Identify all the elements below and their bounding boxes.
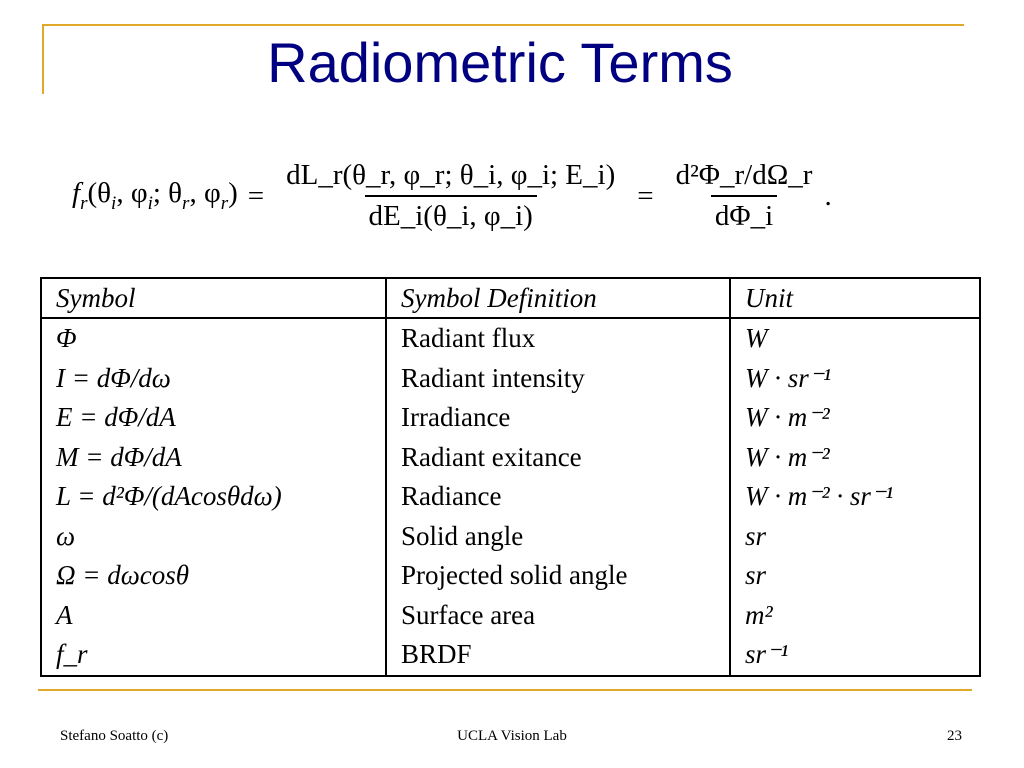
top-accent-line [42, 24, 964, 26]
fraction-1-numerator: dL_r(θ_r, φ_r; θ_i, φ_i; E_i) [286, 159, 616, 191]
equals-sign-2: = [637, 179, 654, 212]
unit-cell: sr⁻¹ [745, 639, 789, 669]
unit-cell: m² [745, 599, 773, 630]
footer-divider [38, 689, 972, 691]
brdf-formula [72, 147, 930, 245]
footer-lab: UCLA Vision Lab [457, 728, 567, 744]
definition-cell: Radiant flux [386, 318, 730, 359]
header-symbol-definition: Symbol Definition [386, 278, 730, 318]
definition-cell: BRDF [386, 635, 730, 676]
symbol-cell: M = dΦ/dA [41, 438, 386, 478]
unit-cell: sr [745, 520, 767, 551]
fraction-2-denominator: dΦ_i [711, 195, 777, 233]
slide-title: Radiometric Terms [267, 31, 733, 94]
table-row [41, 596, 980, 636]
unit-cell: W · m⁻² [745, 402, 830, 432]
definition-cell: Radiant intensity [386, 359, 730, 399]
symbol-cell: ω [41, 517, 386, 557]
table-row [41, 359, 980, 399]
symbol-cell: E = dΦ/dA [41, 398, 386, 438]
fraction-2-numerator: d²Φ_r/dΩ_r [675, 159, 813, 191]
symbol-cell: L = d²Φ/(dAcosθdω) [41, 477, 386, 517]
table-header-row [41, 278, 980, 318]
definition-cell: Projected solid angle [386, 556, 730, 596]
unit-cell: W [745, 323, 768, 353]
table-row [41, 517, 980, 557]
unit-cell: W · m⁻² [745, 441, 830, 472]
unit-cell: W · sr⁻¹ [745, 362, 832, 393]
definition-cell: Radiant exitance [386, 438, 730, 478]
symbol-cell: A [41, 596, 386, 636]
footer-author: Stefano Soatto (c) [60, 728, 169, 744]
table-row [41, 398, 980, 438]
symbol-cell: Ω = dωcosθ [41, 556, 386, 596]
definition-cell: Radiance [386, 477, 730, 517]
table-row [41, 438, 980, 478]
formula-lhs: $f_r(\theta_i$, $\varphi_i$; $\theta_r$, $\varphi_r$) [72, 177, 238, 214]
definition-cell: Irradiance [386, 398, 730, 438]
equals-sign-1: = [247, 179, 265, 212]
symbol-cell: Φ [41, 318, 386, 359]
header-unit: Unit [730, 278, 980, 318]
header-symbol: Symbol [41, 278, 386, 318]
symbol-cell: f_r [41, 635, 386, 676]
fraction-radiance-over-irradiance [282, 159, 619, 233]
table-row [41, 477, 980, 517]
unit-cell: W · m⁻² · sr⁻¹ [745, 481, 894, 511]
fraction-1-denominator: dE_i(θ_i, φ_i) [365, 195, 537, 233]
table-row [41, 635, 980, 676]
fraction-flux-ratio [672, 159, 817, 233]
definition-cell: Surface area [386, 596, 730, 636]
page-number: 23 [947, 728, 962, 744]
table-row [41, 318, 980, 359]
definition-cell: Solid angle [386, 517, 730, 557]
symbol-cell: I = dΦ/dω [41, 359, 386, 399]
unit-cell: sr [745, 560, 767, 590]
formula-period: . [824, 179, 832, 212]
table-row [41, 556, 980, 596]
radiometric-terms-table [40, 277, 981, 677]
